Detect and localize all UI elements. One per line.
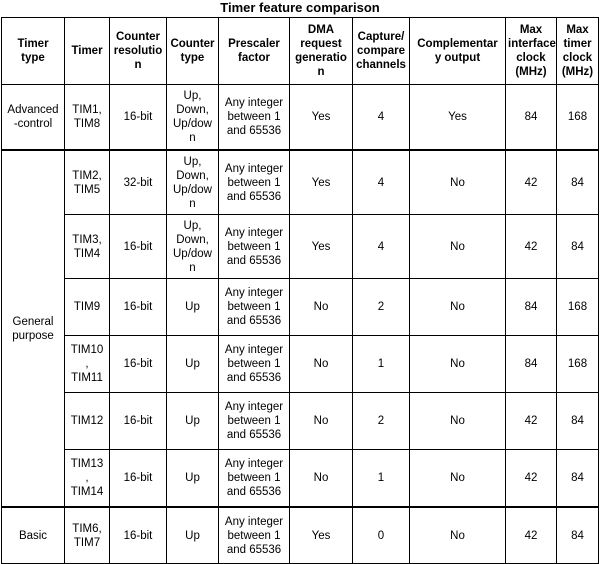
table-row bbox=[2, 393, 599, 450]
cell-counter-type: Up bbox=[167, 393, 219, 450]
header-timer-type: Timer type bbox=[2, 18, 65, 85]
cell-complementary: No bbox=[410, 336, 506, 393]
cell-max-timer: 168 bbox=[557, 85, 599, 151]
cell-timer: TIM2, TIM5 bbox=[65, 150, 110, 215]
cell-prescaler: Any integer between 1 and 65536 bbox=[219, 336, 290, 393]
cell-resolution: 16-bit bbox=[110, 279, 167, 336]
cell-timer: TIM13 , TIM14 bbox=[65, 450, 110, 508]
cell-max-interface: 84 bbox=[506, 336, 557, 393]
cell-counter-type: Up bbox=[167, 336, 219, 393]
cell-counter-type: Up, Down, Up/dow n bbox=[167, 215, 219, 279]
cell-dma: No bbox=[290, 279, 353, 336]
cell-complementary: No bbox=[410, 450, 506, 508]
cell-max-interface: 42 bbox=[506, 450, 557, 508]
cell-timer: TIM3, TIM4 bbox=[65, 215, 110, 279]
cell-complementary: No bbox=[410, 393, 506, 450]
cell-max-interface: 42 bbox=[506, 393, 557, 450]
cell-max-interface: 42 bbox=[506, 150, 557, 215]
cell-counter-type: Up, Down, Up/dow n bbox=[167, 85, 219, 151]
cell-prescaler: Any integer between 1 and 65536 bbox=[219, 507, 290, 564]
cell-resolution: 16-bit bbox=[110, 507, 167, 564]
cell-counter-type: Up bbox=[167, 450, 219, 508]
cell-dma: No bbox=[290, 393, 353, 450]
cell-channels: 1 bbox=[353, 450, 410, 508]
table-row bbox=[2, 150, 599, 215]
table-row bbox=[2, 450, 599, 508]
cell-max-timer: 84 bbox=[557, 507, 599, 564]
table-row bbox=[2, 279, 599, 336]
cell-channels: 4 bbox=[353, 215, 410, 279]
cell-complementary: Yes bbox=[410, 85, 506, 151]
cell-max-interface: 84 bbox=[506, 85, 557, 151]
cell-complementary: No bbox=[410, 150, 506, 215]
header-counter-type: Counter type bbox=[167, 18, 219, 85]
cell-dma: No bbox=[290, 450, 353, 508]
cell-max-timer: 84 bbox=[557, 150, 599, 215]
cell-resolution: 16-bit bbox=[110, 450, 167, 508]
cell-dma: Yes bbox=[290, 85, 353, 151]
cell-dma: No bbox=[290, 336, 353, 393]
cell-timer: TIM6, TIM7 bbox=[65, 507, 110, 564]
cell-counter-type: Up bbox=[167, 507, 219, 564]
cell-channels: 4 bbox=[353, 85, 410, 151]
cell-prescaler: Any integer between 1 and 65536 bbox=[219, 393, 290, 450]
group-basic: Basic bbox=[2, 507, 65, 564]
cell-channels: 2 bbox=[353, 279, 410, 336]
group-general-purpose: General purpose bbox=[2, 150, 65, 507]
cell-counter-type: Up, Down, Up/dow n bbox=[167, 150, 219, 215]
table-row bbox=[2, 336, 599, 393]
cell-prescaler: Any integer between 1 and 65536 bbox=[219, 150, 290, 215]
cell-prescaler: Any integer between 1 and 65536 bbox=[219, 215, 290, 279]
cell-channels: 1 bbox=[353, 336, 410, 393]
cell-dma: Yes bbox=[290, 150, 353, 215]
header-complementary-output: Complementar y output bbox=[410, 18, 506, 85]
table-title: Timer feature comparison bbox=[220, 0, 380, 15]
cell-max-interface: 84 bbox=[506, 279, 557, 336]
cell-timer: TIM9 bbox=[65, 279, 110, 336]
cell-counter-type: Up bbox=[167, 279, 219, 336]
cell-max-timer: 84 bbox=[557, 450, 599, 508]
cell-channels: 2 bbox=[353, 393, 410, 450]
table-row bbox=[2, 215, 599, 279]
cell-timer: TIM1, TIM8 bbox=[65, 85, 110, 151]
cell-resolution: 16-bit bbox=[110, 85, 167, 151]
cell-max-interface: 42 bbox=[506, 507, 557, 564]
header-prescaler-factor: Prescaler factor bbox=[219, 18, 290, 85]
cell-resolution: 16-bit bbox=[110, 215, 167, 279]
header-max-timer-clock: Max timer clock (MHz) bbox=[557, 18, 599, 85]
header-dma-request: DMA request generatio n bbox=[290, 18, 353, 85]
group-advanced-control: Advanced -control bbox=[2, 85, 65, 151]
table-row bbox=[2, 85, 599, 151]
cell-dma: Yes bbox=[290, 507, 353, 564]
header-capture-compare: Capture/ compare channels bbox=[353, 18, 410, 85]
cell-max-interface: 42 bbox=[506, 215, 557, 279]
cell-resolution: 32-bit bbox=[110, 150, 167, 215]
cell-channels: 0 bbox=[353, 507, 410, 564]
cell-dma: Yes bbox=[290, 215, 353, 279]
cell-complementary: No bbox=[410, 279, 506, 336]
cell-max-timer: 84 bbox=[557, 393, 599, 450]
header-timer: Timer bbox=[65, 18, 110, 85]
header-row bbox=[2, 18, 599, 85]
header-max-interface-clock: Max interface clock (MHz) bbox=[506, 18, 557, 85]
cell-timer: TIM12 bbox=[65, 393, 110, 450]
cell-max-timer: 84 bbox=[557, 215, 599, 279]
cell-prescaler: Any integer between 1 and 65536 bbox=[219, 279, 290, 336]
header-counter-resolution: Counter resolutio n bbox=[110, 18, 167, 85]
cell-resolution: 16-bit bbox=[110, 336, 167, 393]
table-row bbox=[2, 507, 599, 564]
timer-comparison-table bbox=[1, 17, 599, 564]
cell-max-timer: 168 bbox=[557, 336, 599, 393]
cell-timer: TIM10 , TIM11 bbox=[65, 336, 110, 393]
cell-prescaler: Any integer between 1 and 65536 bbox=[219, 450, 290, 508]
cell-complementary: No bbox=[410, 215, 506, 279]
cell-resolution: 16-bit bbox=[110, 393, 167, 450]
cell-max-timer: 168 bbox=[557, 279, 599, 336]
cell-prescaler: Any integer between 1 and 65536 bbox=[219, 85, 290, 151]
cell-channels: 4 bbox=[353, 150, 410, 215]
cell-complementary: No bbox=[410, 507, 506, 564]
